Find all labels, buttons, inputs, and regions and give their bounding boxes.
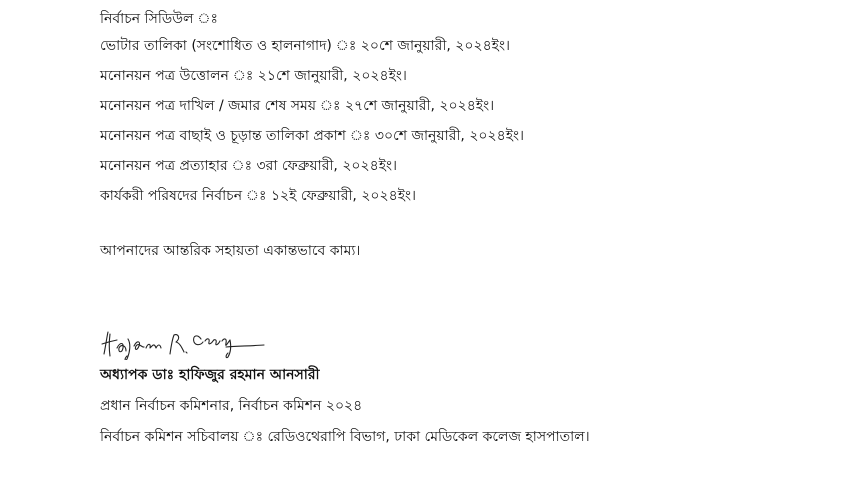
secretariat-address: নির্বাচন কমিশন সচিবালয় ঃ রেডিওথেরাপি বিভাগ, ঢাকা মেডিকেল কলেজ হাসপাতাল। bbox=[100, 429, 590, 445]
signatory-name: অধ্যাপক ডাঃ হাফিজুর রহমান আনসারী bbox=[100, 367, 320, 383]
schedule-item-nomination-submission: মনোনয়ন পত্র দাখিল / জমার শেষ সময় ঃ ২৭শে জানুয়ারী, ২০২৪ইং। bbox=[100, 98, 495, 114]
handwritten-signature bbox=[100, 326, 270, 360]
schedule-item-voter-list: ভোটার তালিকা (সংশোধিত ও হালনাগাদ) ঃ ২০শে জানুয়ারী, ২০২৪ইং। bbox=[100, 38, 510, 54]
election-notice bbox=[100, 0, 820, 478]
schedule-item-executive-election: কার্যকরী পরিষদের নির্বাচন ঃ ১২ই ফেব্রুয়ারী, ২০২৪ইং। bbox=[100, 188, 417, 204]
schedule-item-scrutiny-final-list: মনোনয়ন পত্র বাছাই ও চূড়ান্ত তালিকা প্রকাশ ঃ ৩০শে জানুয়ারী, ২০২৪ইং। bbox=[100, 128, 525, 144]
schedule-item-withdrawal: মনোনয়ন পত্র প্রত্যাহার ঃ ৩রা ফেব্রুয়ারী, ২০২৪ইং। bbox=[100, 158, 398, 174]
signatory-title: প্রধান নির্বাচন কমিশনার, নির্বাচন কমিশন ২০২৪ bbox=[100, 398, 363, 414]
schedule-item-nomination-collection: মনোনয়ন পত্র উত্তোলন ঃ ২১শে জানুয়ারী, ২০২৪ইং। bbox=[100, 68, 407, 84]
schedule-heading: নির্বাচন সিডিউল ঃ bbox=[100, 11, 218, 27]
closing-note: আপনাদের আন্তরিক সহায়তা একান্তভাবে কাম্য। bbox=[100, 243, 361, 259]
